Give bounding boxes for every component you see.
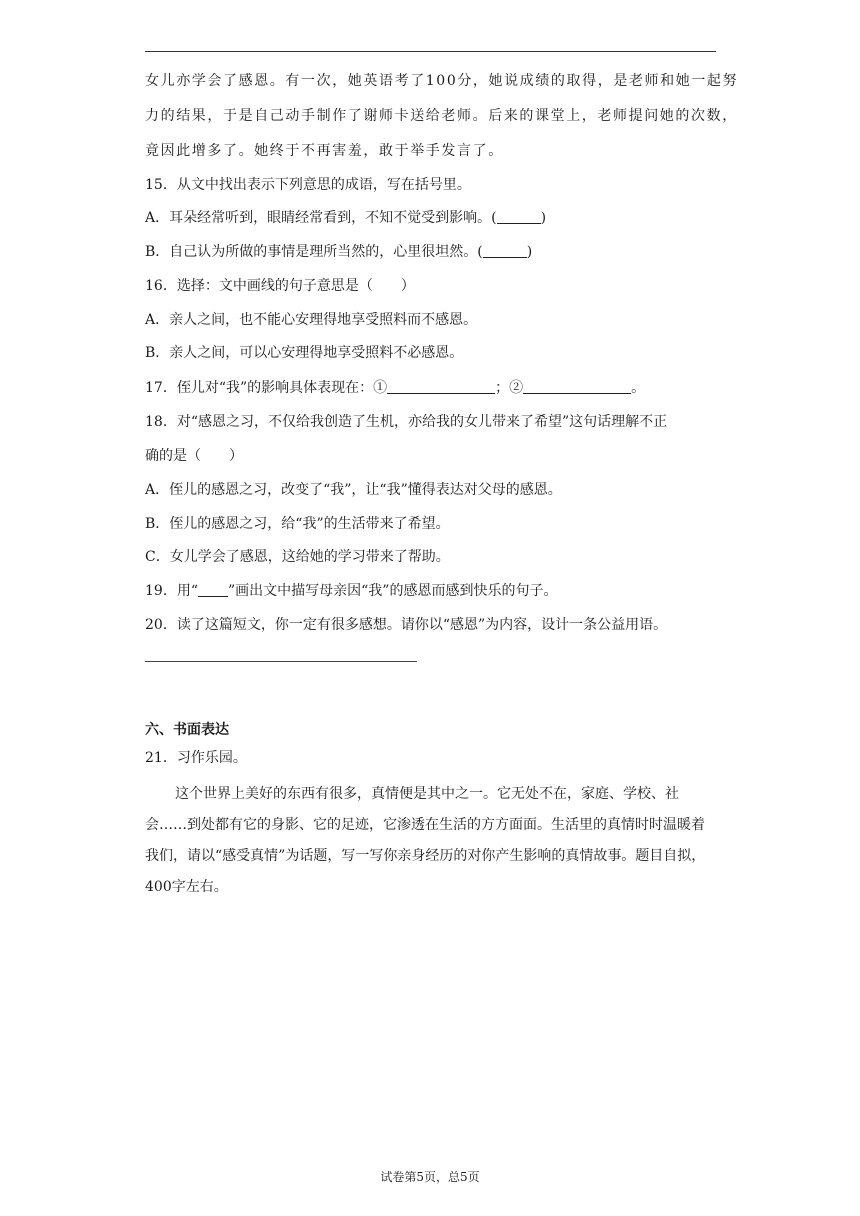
q15-stem: 15．从文中找出表示下列意思的成语，写在括号里。	[145, 177, 471, 193]
q17-blank-2[interactable]	[523, 379, 631, 394]
passage-line-2: 力的结果，于是自己动手制作了谢师卡送给老师。后来的课堂上，老师提问她的次数，	[145, 108, 738, 124]
q15-a-blank[interactable]	[497, 209, 541, 224]
q19-line	[145, 581, 557, 601]
q17-blank-1[interactable]	[387, 379, 495, 394]
q15-b-close: )	[526, 244, 533, 260]
q17-end: 。	[631, 380, 646, 396]
q15-a-close: )	[540, 210, 547, 226]
q21-body: 这个世界上美好的东西有很多，真情便是其中之一。它无处不在，家庭、学校、社会……到处都有它的身影、它的足迹，它渗透在生活的方方面面。生活里的真情时时温暖着我们，请以“感受真情”为话题，写一写你亲身经历的对你产生影响的真情故事。题目自拟，400字左右。	[145, 786, 706, 895]
q15-b-text: B．自己认为所做的事情是理所当然的，心里很坦然。(	[145, 244, 483, 260]
q16-stem: 16．选择：文中画线的句子意思是（ ）	[145, 278, 415, 294]
q18-option-a: A．侄儿的感恩之习，改变了“我”，让“我”懂得表达对父母的感恩。	[145, 482, 562, 498]
q15-option-a	[145, 208, 546, 228]
q18-option-b: B．侄儿的感恩之习，给“我”的生活带来了希望。	[145, 516, 450, 532]
page-footer: 试卷第5页，总5页	[380, 1170, 480, 1184]
q20-stem: 20．读了这篇短文，你一定有很多感想。请你以“感恩”为内容，设计一条公益用语。	[145, 617, 668, 633]
q21-title: 21．习作乐园。	[145, 750, 247, 766]
q19-underline-sample	[198, 582, 228, 597]
q17-sep: ；②	[495, 380, 524, 396]
q19-prefix: 19．用“	[145, 583, 198, 599]
q18-stem-line-1: 18．对“感恩之习，不仅给我创造了生机，亦给我的女儿带来了希望”这句话理解不正	[145, 414, 668, 430]
q17-line	[145, 378, 645, 398]
q15-option-b	[145, 242, 532, 262]
passage-line-3: 竟因此增多了。她终于不再害羞，敢于举手发言了。	[145, 143, 504, 159]
q18-option-c: C．女儿学会了感恩，这给她的学习带来了帮助。	[145, 549, 450, 565]
passage-line-1: 女儿亦学会了感恩。有一次，她英语考了100分，她说成绩的取得，是老师和她一起努	[145, 73, 739, 89]
q17-prefix: 17．侄儿对“我”的影响具体表现在：①	[145, 380, 388, 396]
q20-answer-line[interactable]	[145, 661, 417, 662]
header-rule	[145, 51, 716, 52]
q16-option-a: A．亲人之间，也不能心安理得地享受照料而不感恩。	[145, 312, 478, 328]
q15-a-text: A．耳朵经常听到，眼睛经常看到，不知不觉受到影响。(	[145, 210, 497, 226]
section-6-heading: 六、书面表达	[145, 722, 229, 738]
q18-stem-line-2: 确的是（ ）	[145, 448, 243, 464]
q15-b-blank[interactable]	[483, 243, 527, 258]
q16-option-b: B．亲人之间，可以心安理得地享受照料不必感恩。	[145, 345, 464, 361]
q19-suffix: ”画出文中描写母亲因“我”的感恩而感到快乐的句子。	[227, 583, 558, 599]
